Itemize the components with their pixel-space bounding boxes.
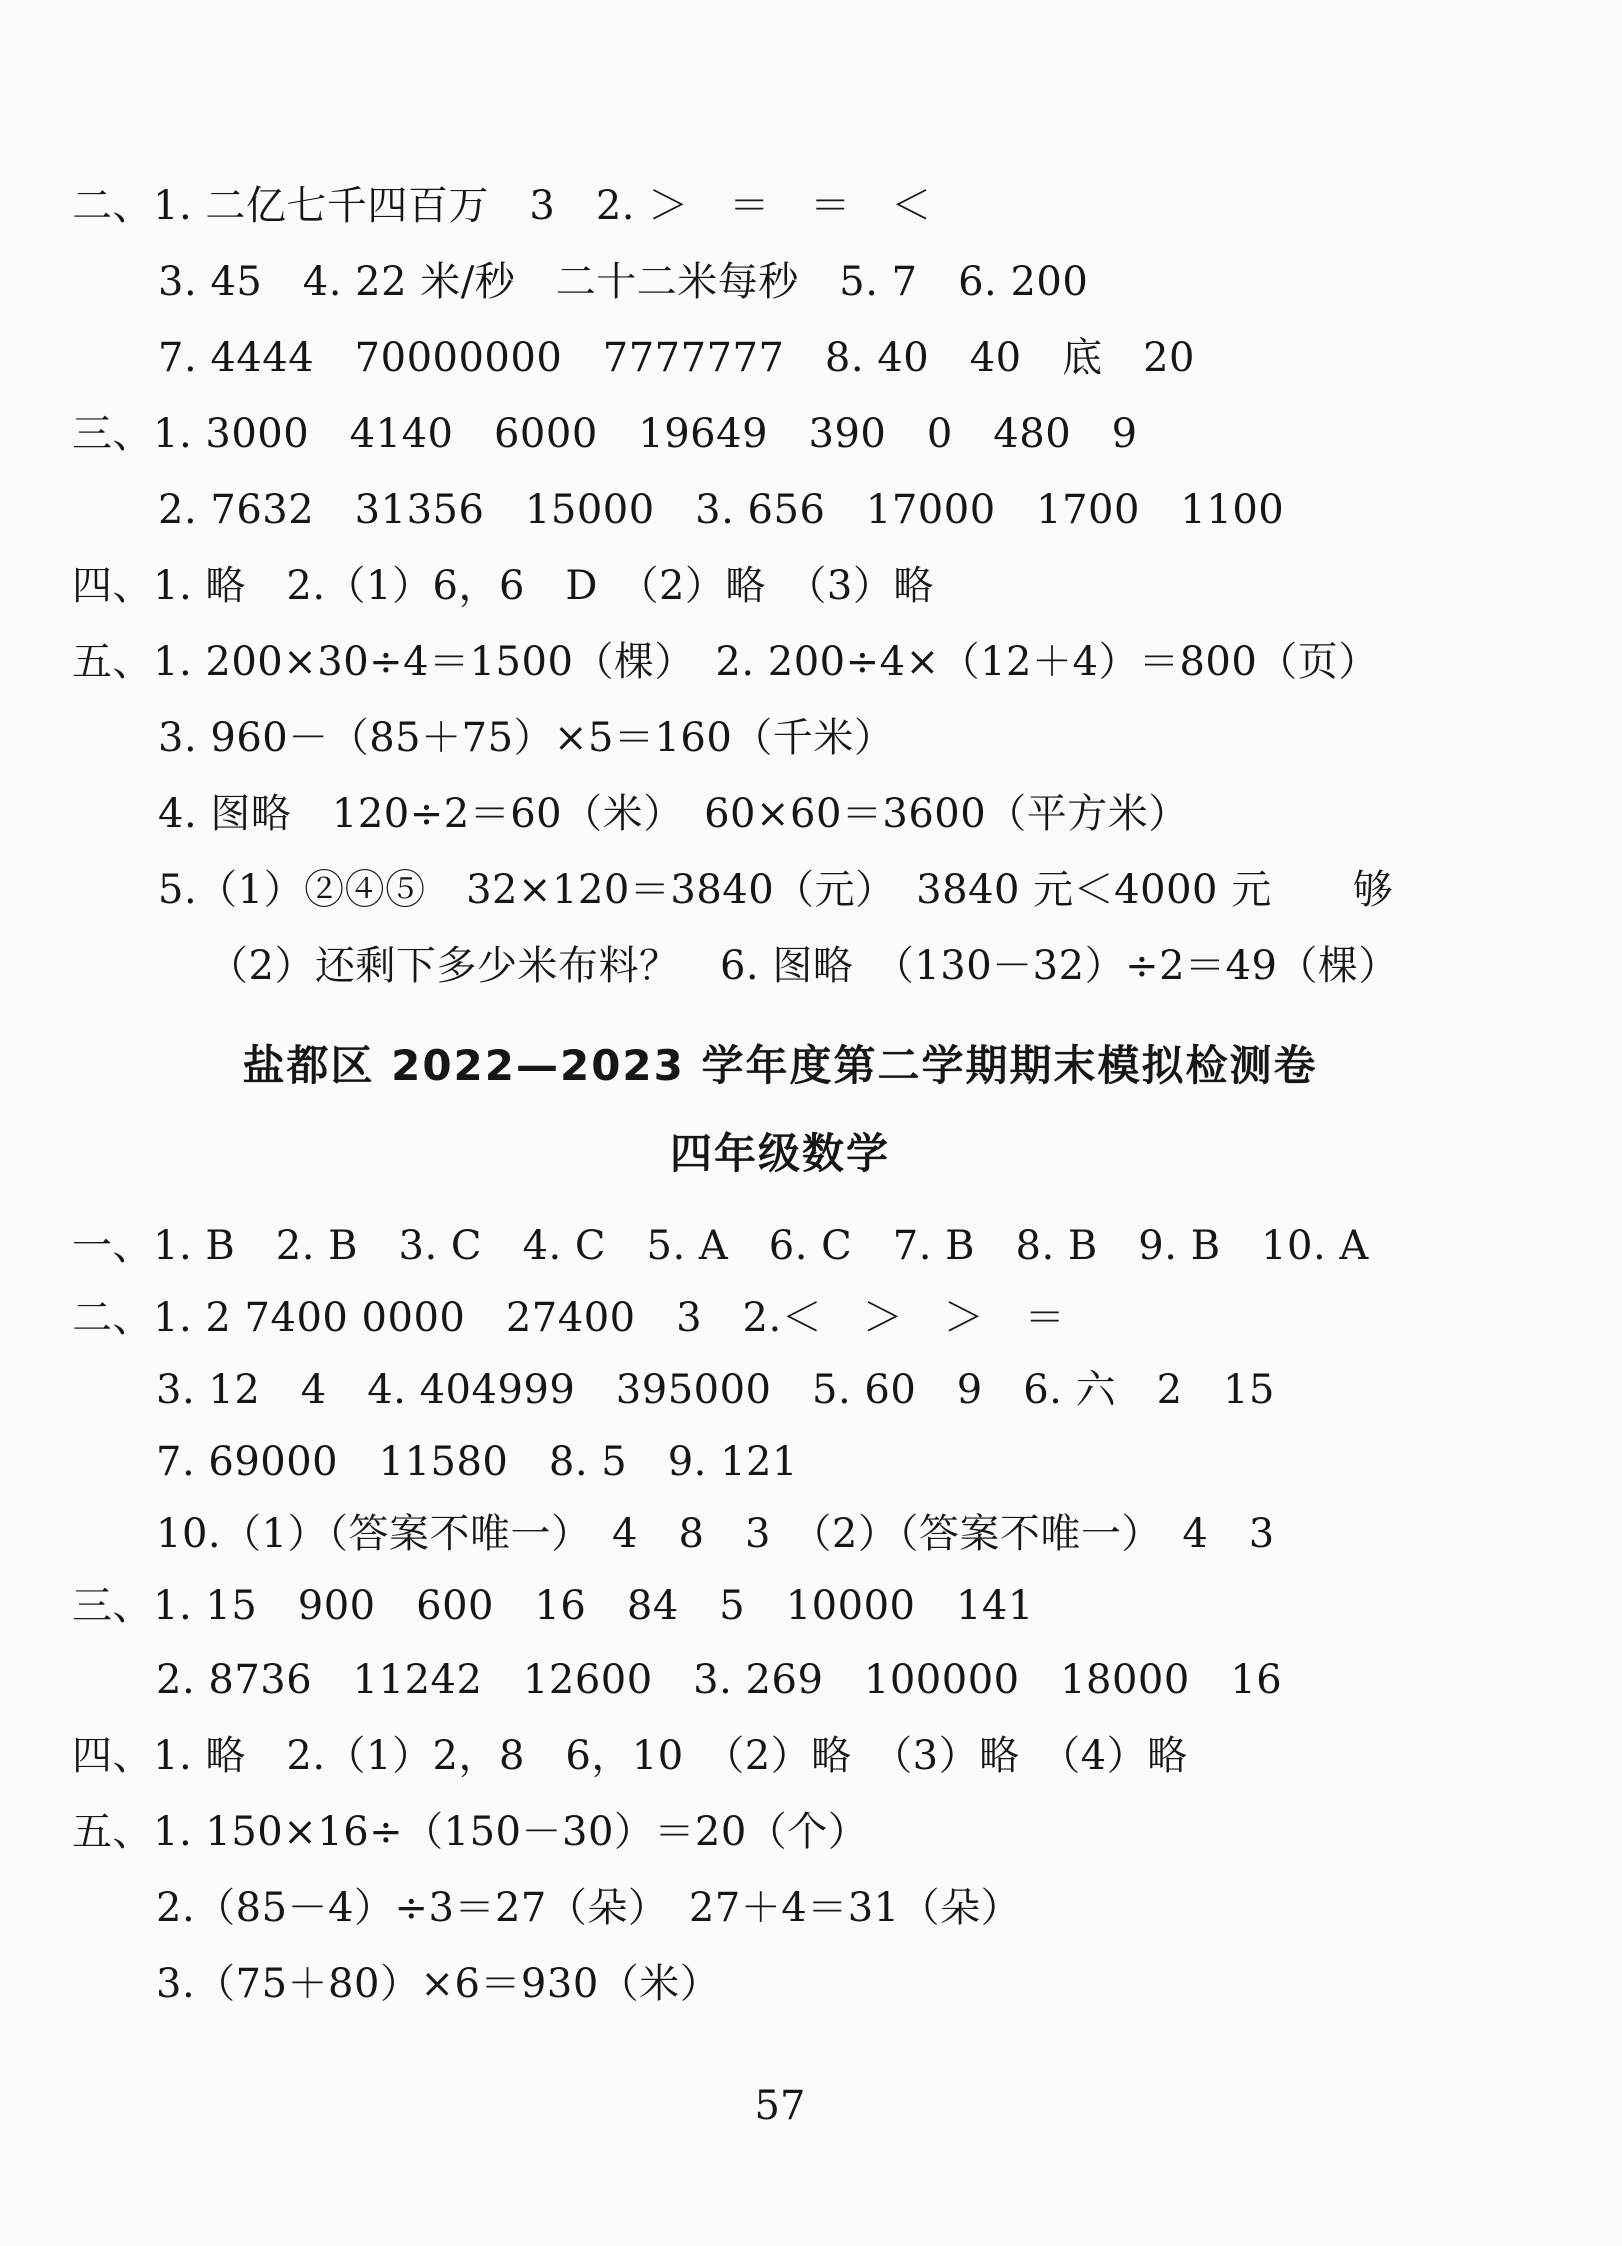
answer-line: 2. 8736 11242 12600 3. 269 100000 18000 16 <box>156 1657 1283 1703</box>
answer-line: 7. 69000 11580 8. 5 9. 121 <box>156 1439 798 1485</box>
answer-line: 3. 960－（85＋75）×5＝160（千米） <box>158 715 895 761</box>
answer-line: （2）还剩下多少米布料？ 6. 图略 （130－32）÷2＝49（棵） <box>208 943 1399 989</box>
answer-line: 一、1. B 2. B 3. C 4. C 5. A 6. C 7. B 8. B 9. B 10. A <box>72 1223 1369 1269</box>
answer-line: 二、1. 二亿七千四百万 3 2. ＞ ＝ ＝ ＜ <box>72 183 932 229</box>
answer-line: 四、1. 略 2.（1）6，6 D （2）略 （3）略 <box>72 563 934 609</box>
page-number: 57 <box>754 2083 806 2129</box>
answer-line: 3.（75＋80）×6＝930（米） <box>156 1961 721 2007</box>
exam-title: 盐都区 2022—2023 学年度第二学期期末模拟检测卷 <box>242 1041 1318 1090</box>
answer-line: 五、1. 200×30÷4＝1500（棵） 2. 200÷4×（12＋4）＝800（页） <box>72 639 1379 685</box>
answer-line: 2. 7632 31356 15000 3. 656 17000 1700 1100 <box>158 487 1285 533</box>
answer-line: 3. 12 4 4. 404999 395000 5. 60 9 6. 六 2 15 <box>156 1367 1275 1413</box>
answer-line: 三、1. 15 900 600 16 84 5 10000 141 <box>72 1583 1034 1629</box>
answer-line: 2.（85－4）÷3＝27（朵） 27＋4＝31（朵） <box>156 1885 1022 1931</box>
answer-line: 10.（1）（答案不唯一） 4 8 3 （2）（答案不唯一） 4 3 <box>156 1511 1275 1557</box>
answer-line: 三、1. 3000 4140 6000 19649 390 0 480 9 <box>72 411 1138 457</box>
answer-line: 4. 图略 120÷2＝60（米） 60×60＝3600（平方米） <box>158 791 1189 837</box>
answer-line: 3. 45 4. 22 米/秒 二十二米每秒 5. 7 6. 200 <box>158 259 1089 305</box>
answer-line: 四、1. 略 2.（1）2，8 6，10 （2）略 （3）略 （4）略 <box>72 1733 1188 1779</box>
answer-line: 二、1. 2 7400 0000 27400 3 2.＜ ＞ ＞ ＝ <box>72 1295 1066 1341</box>
answer-line: 五、1. 150×16÷（150－30）＝20（个） <box>72 1809 869 1855</box>
exam-subtitle: 四年级数学 <box>669 1129 890 1178</box>
answer-line: 5.（1）②④⑤ 32×120＝3840（元） 3840 元＜4000 元 够 <box>158 867 1394 913</box>
answer-line: 7. 4444 70000000 7777777 8. 40 40 底 20 <box>158 335 1195 381</box>
